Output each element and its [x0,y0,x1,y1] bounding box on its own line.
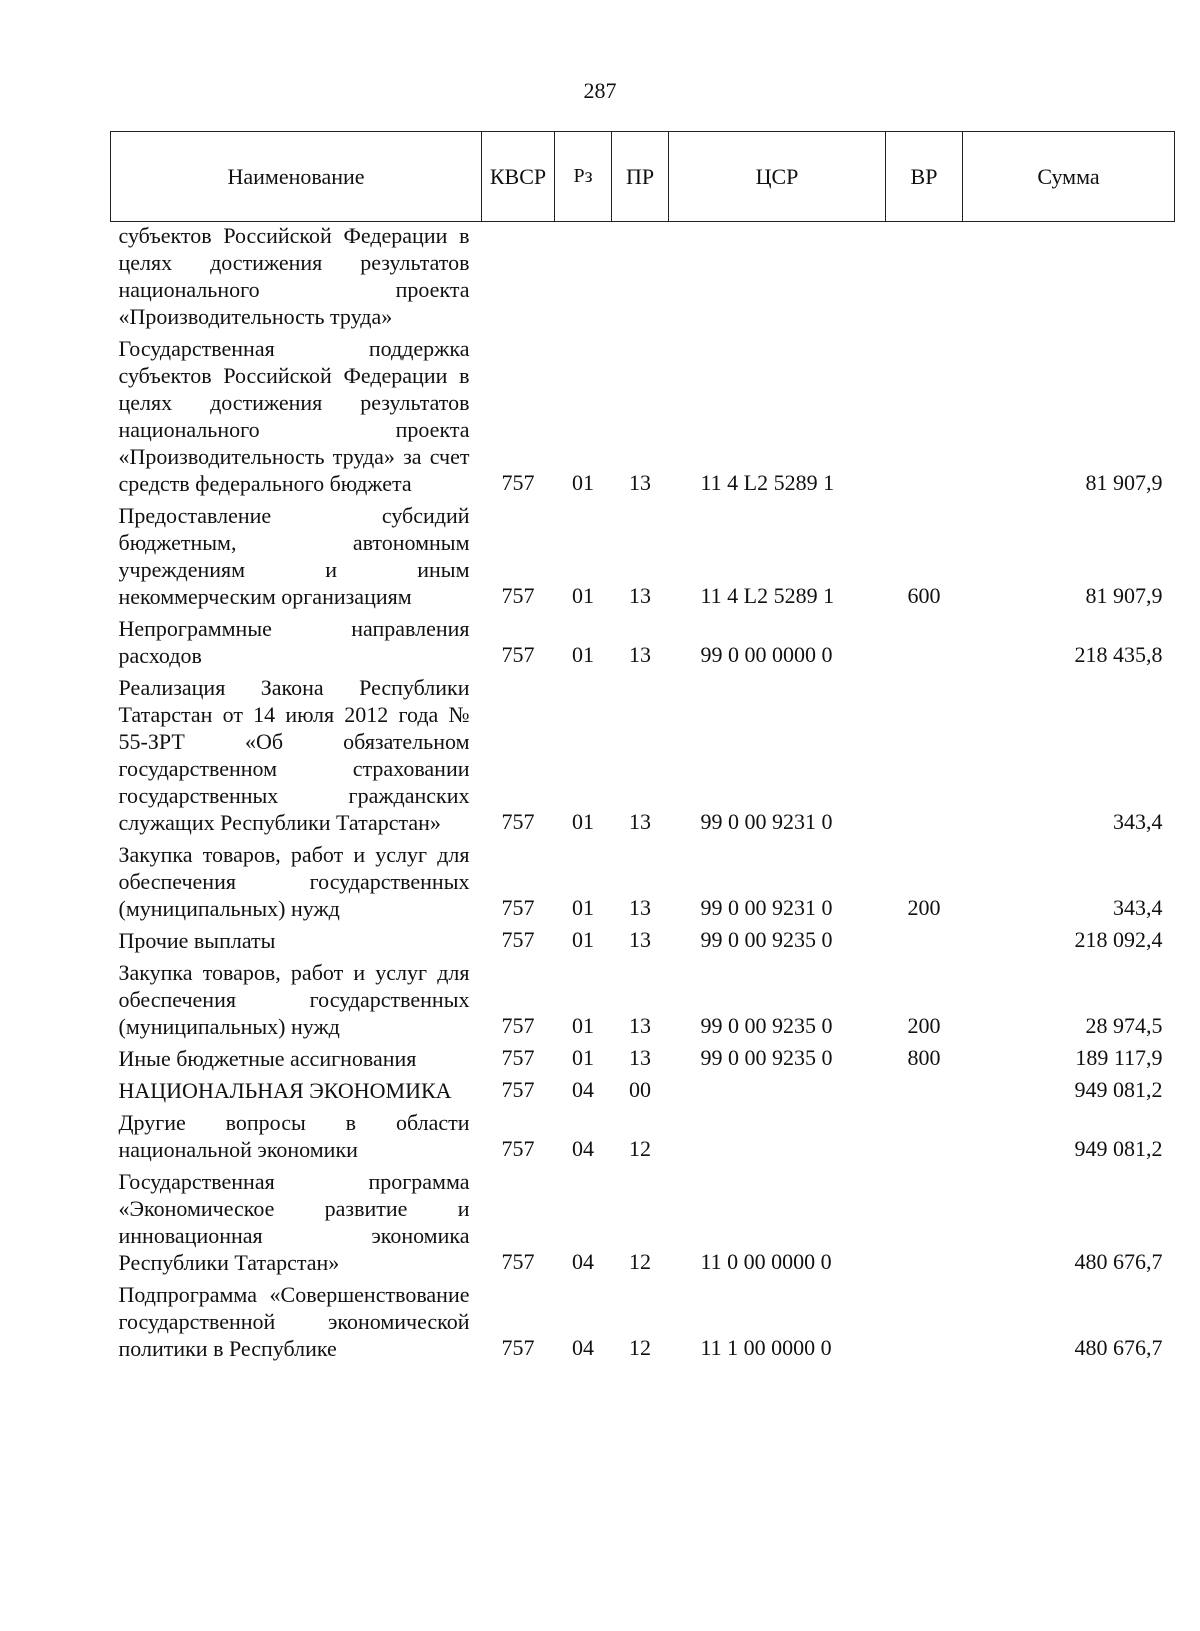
row-rz: 01 [572,1045,594,1070]
row-rz: 01 [572,583,594,608]
row-pr: 13 [629,642,651,667]
table-row [111,1278,1175,1364]
budget-table [110,131,1175,1364]
row-kvsr: 757 [501,1249,535,1274]
row-rz: 04 [572,1335,594,1360]
row-kvsr: 757 [501,1077,535,1102]
row-vr [886,222,963,333]
row-kvsr: 757 [501,1136,535,1161]
row-rz: 04 [572,1077,594,1102]
row-sum: 949 081,2 [1074,1077,1163,1102]
table-row [111,499,1175,612]
row-kvsr: 757 [501,642,535,667]
row-sum: 218 092,4 [1074,927,1163,952]
row-pr: 13 [629,809,651,834]
row-name: Непрограммные направления расходов [118,616,470,668]
table-row [111,1165,1175,1278]
header-sum: Сумма [963,132,1175,222]
header-kvsr: КВСР [482,132,555,222]
row-csr: 11 4 L2 5289 1 [700,470,835,495]
row-csr [669,1106,886,1165]
row-csr: 99 0 00 9231 0 [700,809,833,834]
row-kvsr: 757 [501,809,535,834]
row-csr: 11 4 L2 5289 1 [700,583,835,608]
row-pr: 12 [629,1249,651,1274]
row-kvsr: 757 [501,470,535,495]
header-csr: ЦСР [669,132,886,222]
row-sum [963,222,1175,333]
table-row [111,332,1175,499]
row-rz: 01 [572,1013,594,1038]
row-sum: 343,4 [1113,895,1163,920]
row-name: Подпрограмма «Совершенствование государственной экономической политики в Республике [118,1282,470,1361]
row-vr: 800 [907,1045,941,1070]
row-vr [886,332,963,499]
header-rz: Рз [555,132,612,222]
table-row [111,222,1175,333]
header-pr: ПР [612,132,669,222]
page-number: 287 [583,78,617,103]
row-vr [886,1074,963,1106]
row-name: Реализация Закона Республики Татарстан от 14 июля 2012 года № 55-ЗРТ «Об обязательном государственном страховании государственных гражданских служащих Республики Татарстан» [118,675,470,835]
row-csr: 99 0 00 9235 0 [700,1045,833,1070]
row-vr: 200 [907,895,941,920]
row-name: Государственная поддержка субъектов Российской Федерации в целях достижения результатов национального проекта «Производительность труда» за счет средств федерального бюджета [118,336,470,496]
row-sum: 949 081,2 [1074,1136,1163,1161]
row-rz: 01 [572,927,594,952]
row-name: Закупка товаров, работ и услуг для обеспечения государственных (муниципальных) нужд [118,960,470,1039]
row-name: НАЦИОНАЛЬНАЯ ЭКОНОМИКА [118,1078,452,1103]
row-name: Иные бюджетные ассигнования [118,1046,417,1071]
row-vr [886,924,963,956]
row-rz: 04 [572,1249,594,1274]
row-pr: 13 [629,1013,651,1038]
row-name: субъектов Российской Федерации в целях достижения результатов национального проекта «Производительность труда» [118,223,470,329]
row-vr: 600 [907,583,941,608]
row-pr: 00 [629,1077,651,1102]
row-name: Предоставление субсидий бюджетным, автономным учреждениям и иным некоммерческим организациям [118,503,470,609]
row-csr [669,1074,886,1106]
row-vr [886,671,963,838]
row-kvsr: 757 [501,895,535,920]
row-kvsr: 757 [501,1013,535,1038]
table-row [111,838,1175,924]
row-pr: 12 [629,1136,651,1161]
row-kvsr [482,222,555,333]
row-sum: 480 676,7 [1074,1335,1163,1360]
table-row [111,956,1175,1042]
table-row [111,612,1175,671]
table-header [111,132,1175,222]
row-name: Закупка товаров, работ и услуг для обеспечения государственных (муниципальных) нужд [118,842,470,921]
row-kvsr: 757 [501,1335,535,1360]
row-kvsr: 757 [501,927,535,952]
row-rz: 01 [572,895,594,920]
row-pr: 13 [629,927,651,952]
row-vr [886,1165,963,1278]
row-kvsr: 757 [501,1045,535,1070]
row-sum: 28 974,5 [1085,1013,1163,1038]
table-row [111,671,1175,838]
table-row [111,1042,1175,1074]
row-rz: 01 [572,809,594,834]
row-pr: 13 [629,895,651,920]
row-pr: 12 [629,1335,651,1360]
row-name: Прочие выплаты [118,928,276,953]
header-vr: ВР [886,132,963,222]
row-vr [886,612,963,671]
row-rz: 01 [572,470,594,495]
row-sum: 189 117,9 [1075,1045,1163,1070]
row-csr: 11 0 00 0000 0 [700,1249,832,1274]
row-csr: 99 0 00 9231 0 [700,895,833,920]
row-sum: 218 435,8 [1074,642,1163,667]
row-name: Другие вопросы в области национальной экономики [118,1110,470,1162]
row-vr: 200 [907,1013,941,1038]
row-sum: 81 907,9 [1085,470,1163,495]
row-vr [886,1106,963,1165]
table-body [111,222,1175,1365]
row-csr: 99 0 00 0000 0 [700,642,833,667]
row-rz: 01 [572,642,594,667]
row-pr: 13 [629,470,651,495]
row-vr [886,1278,963,1364]
row-csr [669,222,886,333]
row-csr: 99 0 00 9235 0 [700,1013,833,1038]
row-kvsr: 757 [501,583,535,608]
row-name: Государственная программа «Экономическое развитие и инновационная экономика Республики Татарстан» [118,1169,470,1275]
row-csr: 11 1 00 0000 0 [700,1335,832,1360]
header-name: Наименование [111,132,482,222]
table-row [111,1074,1175,1106]
row-csr: 99 0 00 9235 0 [700,927,833,952]
row-rz [555,222,612,333]
row-pr: 13 [629,1045,651,1070]
table-row [111,1106,1175,1165]
table-row [111,924,1175,956]
row-sum: 81 907,9 [1085,583,1163,608]
row-sum: 480 676,7 [1074,1249,1163,1274]
row-pr: 13 [629,583,651,608]
row-pr [612,222,669,333]
row-rz: 04 [572,1136,594,1161]
row-sum: 343,4 [1113,809,1163,834]
